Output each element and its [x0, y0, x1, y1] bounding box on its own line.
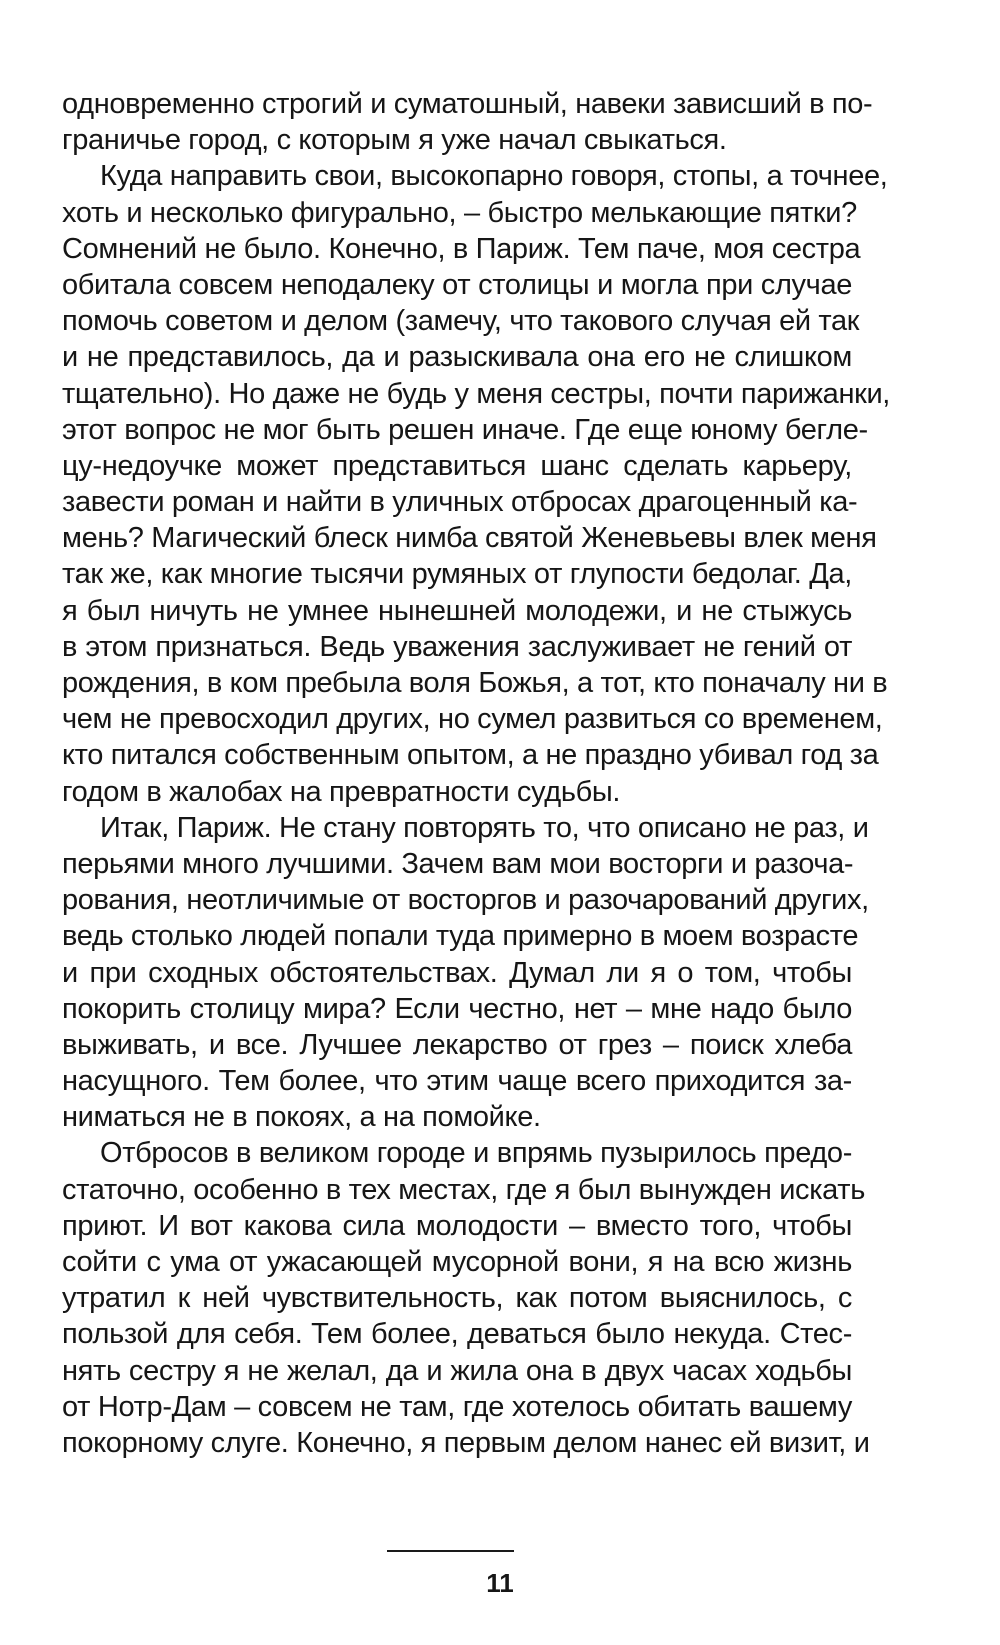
- text-line: я был ничуть не умнее нынешней молодежи, и не стыжусь: [62, 594, 852, 627]
- text-line: покорить столицу мира? Если честно, нет – мне надо было: [62, 992, 852, 1025]
- text-line: тщательно). Но даже не будь у меня сестры, почти парижанки,: [62, 377, 890, 410]
- text-line: и при сходных обстоятельствах. Думал ли я о том, чтобы: [62, 956, 852, 989]
- text-line: годом в жалобах на превратности судьбы.: [62, 775, 621, 808]
- paragraph: [62, 810, 869, 1136]
- book-page: [62, 86, 890, 1566]
- text-line: рования, неотличимые от восторгов и разочарований других,: [62, 884, 869, 917]
- paragraph: [62, 1135, 870, 1461]
- text-line: пользой для себя. Тем более, деваться было некуда. Стес-: [62, 1318, 852, 1351]
- text-line: кто питался собственным опытом, а не праздно убивал год за: [62, 739, 879, 772]
- paragraph: [62, 86, 873, 158]
- text-line: одновременно строгий и суматошный, навеки зависший в по-: [62, 88, 873, 120]
- text-line: сойти с ума от ужасающей мусорной вони, я на всю жизнь: [62, 1246, 852, 1278]
- text-line: обитала совсем неподалеку от столицы и могла при случае: [62, 268, 852, 301]
- page-number: 11: [486, 1568, 514, 1598]
- text-line: статочно, особенно в тех местах, где я был вынужден искать: [62, 1173, 866, 1206]
- text-line: в этом признаться. Ведь уважения заслуживает не гений от: [62, 630, 852, 663]
- text-line: нять сестру я не желал, да и жила она в двух часах ходьбы: [62, 1354, 852, 1387]
- text-line: этот вопрос не мог быть решен иначе. Где еще юному бегле-: [62, 413, 868, 446]
- text-line: и не представилось, да и разыскивала она его не слишком: [62, 341, 852, 374]
- text-line: помочь советом и делом (замечу, что такового случая ей так: [62, 305, 860, 338]
- text-line: от Нотр-Дам – совсем не там, где хотелось обитать вашему: [62, 1390, 852, 1423]
- body-text: [62, 86, 890, 1461]
- text-line: цу-недоучке может представиться шанс сделать карьеру,: [62, 449, 852, 482]
- text-line: рождения, в ком пребыла воля Божья, а тот, кто поначалу ни в: [62, 667, 888, 699]
- text-line: завести роман и найти в уличных отбросах драгоценный ка-: [62, 486, 858, 519]
- text-line: хоть и несколько фигурально, – быстро мелькающие пятки?: [62, 196, 857, 229]
- text-line: выживать, и все. Лучшее лекарство от грез – поиск хлеба: [62, 1028, 852, 1061]
- text-line: граничье город, с которым я уже начал свыкаться.: [62, 124, 727, 157]
- text-line: Сомнений не было. Конечно, в Париж. Тем паче, моя сестра: [62, 232, 861, 265]
- footer-rule: [387, 1550, 514, 1552]
- text-line: покорному слуге. Конечно, я первым делом нанес ей визит, и: [62, 1426, 870, 1459]
- text-line: Куда направить свои, высокопарно говоря, стопы, а точнее,: [100, 160, 888, 193]
- paragraph: [62, 158, 890, 809]
- text-line: перьями много лучшими. Зачем вам мои восторги и разоча-: [62, 847, 854, 880]
- text-line: Итак, Париж. Не стану повторять то, что описано не раз, и: [100, 811, 869, 844]
- text-line: Отбросов в великом городе и впрямь пузырилось предо-: [100, 1137, 852, 1170]
- text-line: так же, как многие тысячи румяных от глупости бедолаг. Да,: [62, 558, 852, 591]
- text-line: ниматься не в покоях, а на помойке.: [62, 1101, 541, 1134]
- text-line: приют. И вот какова сила молодости – вместо того, чтобы: [62, 1209, 852, 1242]
- text-line: ведь столько людей попали туда примерно в моем возрасте: [62, 920, 859, 953]
- text-line: чем не превосходил других, но сумел развиться со временем,: [62, 703, 883, 736]
- text-line: мень? Магический блеск нимба святой Женевьевы влек меня: [62, 522, 877, 555]
- page-footer: [0, 1550, 1000, 1610]
- text-line: насущного. Тем более, что этим чаще всего приходится за-: [62, 1065, 852, 1098]
- text-line: утратил к ней чувствительность, как потом выяснилось, с: [62, 1282, 852, 1315]
